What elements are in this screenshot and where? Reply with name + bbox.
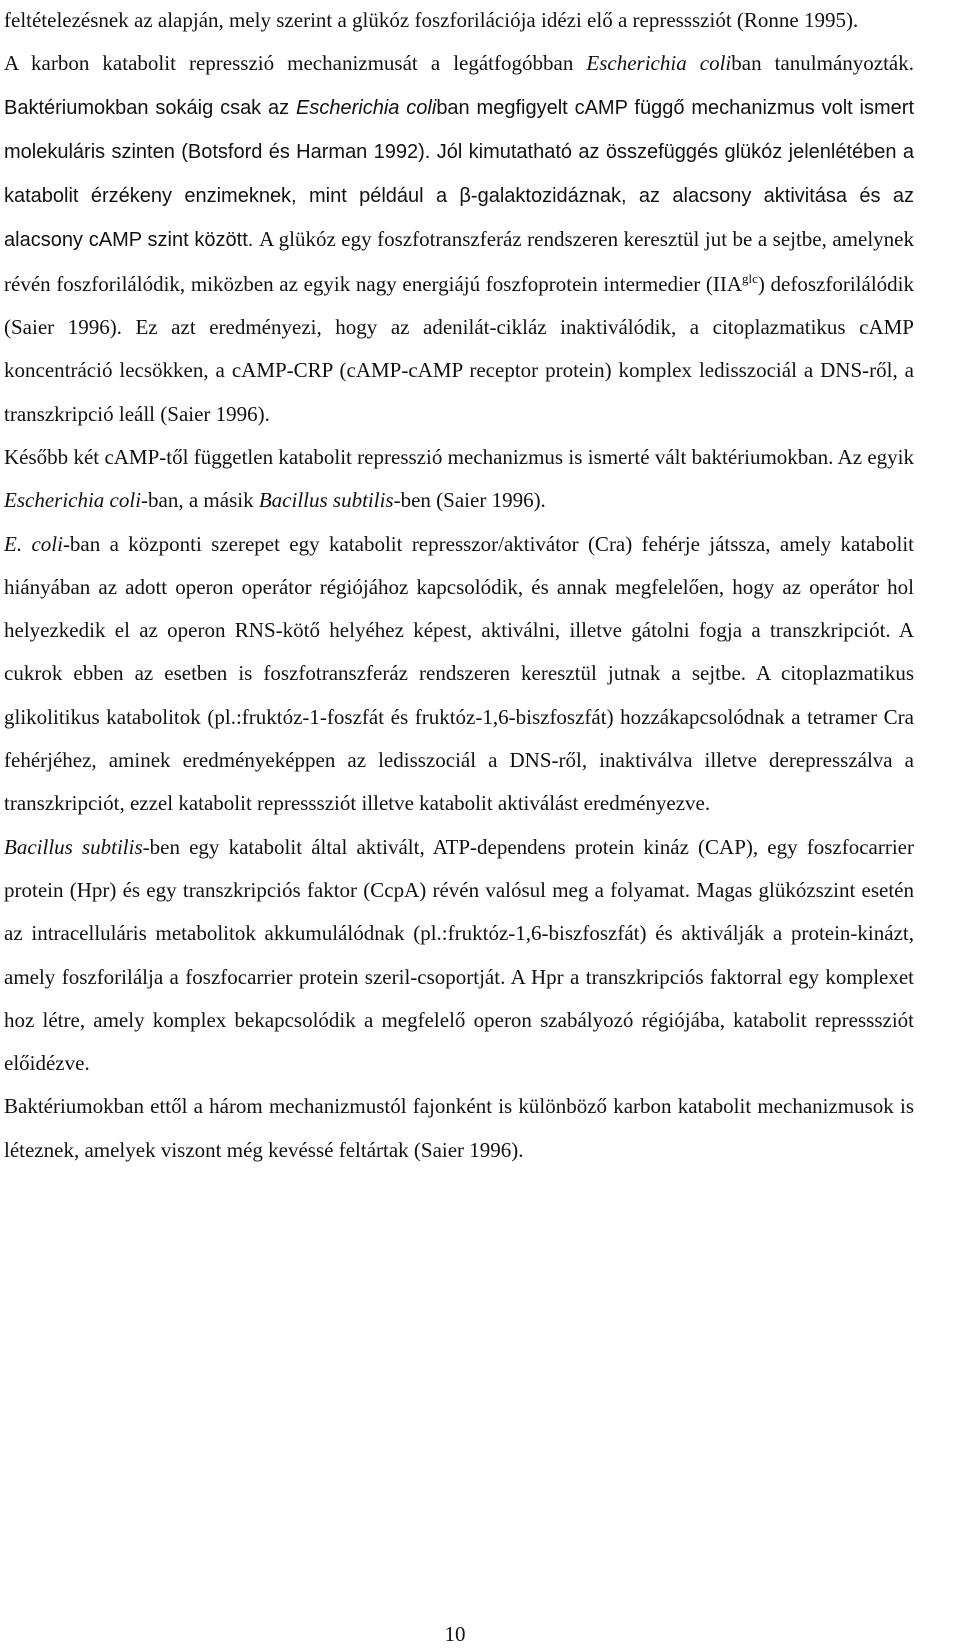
text-segment: ban megfigyelt cAMP függő mechanizmus volt ismert molekuláris szinten (Botsford és Harman 1992). Jól kimutatható az összefüggés glükóz jelenlétében a katabolit érzékeny enzimeknek, mint például a β-galaktozidáznak, az alacsony aktivitása és az alacsony cAMP szint között. [4,96,914,252]
text-segment: -ben (Saier 1996). [393,488,546,513]
paragraph [4,826,914,1086]
text-segment: -ban a központi szerepet egy katabolit represszor/aktivátor (Cra) fehérje játssza, amely katabolit hiányában az adott operon operátor régiójához kapcsolódik, és annak megfelelően, hogy az operátor hol helyezkedik el az operon RNS-kötő helyéhez képest, aktiválni, illetve gátolni fogja a transzkripciót. A cukrok ebben az esetben is foszfotranszferáz rendszeren keresztül jutnak a sejtbe. A citoplazmatikus glikolitikus katabolitok (pl.:fruktóz-1-foszfát és fruktóz-1,6-biszfoszfát) hozzákapcsolódnak a tetramer Cra fehérjéhez, aminek eredményeképpen az ledisszociál a DNS-ről, inaktiválva illetve derepresszálva a transzkripciót, ezzel katabolit represssziót illetve katabolit aktiválást eredményezve. [4,531,914,816]
text-segment: feltételezésnek az alapján, mely szerint a glükóz foszforilációja idézi elő a represssziót (Ronne 1995). [4,8,859,32]
text-segment: -ban, a másik [141,488,259,513]
text-segment: A glükóz egy foszfotranszferáz rendszeren keresztül jut be a sejtbe, amelynek révén foszforilálódik, miközben az egyik nagy energiájú foszfoprotein intermedier (IIA [4,227,914,296]
text-segment: Escherichia coli [296,96,437,119]
text-segment: E. coli [4,531,63,556]
page-number: 10 [444,1622,466,1646]
text-segment: -ben egy katabolit által aktivált, ATP-dependens protein kináz (CAP), egy foszfocarrier protein (Hpr) és egy transzkripciós faktor (CcpA) révén valósul meg a folyamat. Magas glükózszint esetén az intracelluláris metabolitok akkumulálódnak (pl.:fruktóz-1,6-biszfoszfát) és aktiválják a protein-kinázt, amely foszforilálja a foszfocarrier protein szeril-csoportját. A Hpr a transzkripciós faktorral egy komplexet hoz létre, amely komplex bekapcsolódik a megfelelő operon szabályozó régiójába, katabolit represssziót előidézve. [4,834,914,1076]
text-segment: Escherichia coli [4,488,142,513]
paragraph [4,1085,914,1172]
text-segment: Később két cAMP-től független katabolit represszió mechanizmus is ismerté vált baktériumokban. Az egyik [4,444,914,469]
text-segment: Escherichia coli [586,51,732,76]
paragraph [4,0,914,42]
text-segment: Baktériumokban sokáig csak az [4,96,297,119]
text-segment: Bacillus subtilis [4,834,143,859]
text-segment: A karbon katabolit represszió mechanizmusát a legátfogóbban [4,51,587,76]
text-segment: ) defoszforilálódik (Saier 1996). Ez azt eredményezi, hogy az adenilát-cikláz inaktiválódik, a citoplazmatikus cAMP koncentráció lecsökken, a cAMP-CRP (cAMP-cAMP receptor protein) komplex ledisszociál a DNS-ről, a transzkripció leáll (Saier 1996). [4,271,914,426]
text-segment: Bacillus subtilis [258,488,394,513]
text-segment: Baktériumokban ettől a három mechanizmustól fajonként is különböző karbon katabolit mechanizmusok is léteznek, amelyek viszont még kevéssé feltártak (Saier 1996). [4,1094,914,1162]
paragraph [4,42,914,436]
document-body [4,0,914,1172]
paragraph [4,436,914,523]
text-segment: ban tanulmányozták. [731,51,914,76]
paragraph [4,523,914,826]
text-segment: glc [742,270,758,286]
